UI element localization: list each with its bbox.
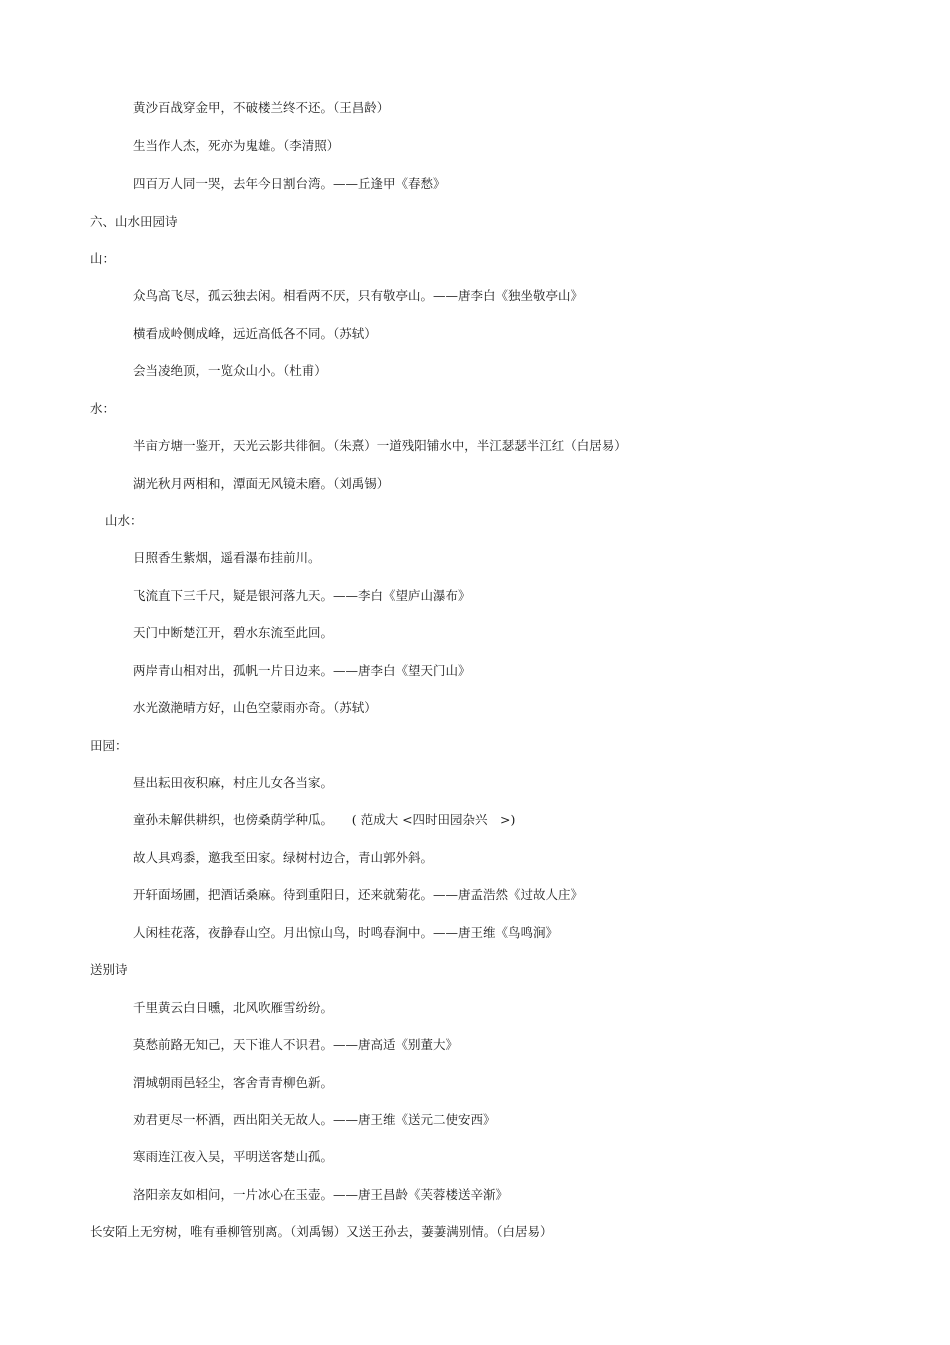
poem-line: 黄沙百战穿金甲，不破楼兰终不还。（王昌龄）: [133, 100, 390, 115]
poem-line: 人闲桂花落，夜静春山空。月出惊山鸟，时鸣春涧中。——唐王维《鸟鸣涧》: [133, 925, 559, 940]
subsection-heading: 田园：: [90, 738, 128, 753]
poem-line: 半亩方塘一鉴开，天光云影共徘徊。（朱熹）一道残阳铺水中，半江瑟瑟半江红（白居易）: [133, 438, 627, 453]
poem-line: 四百万人同一哭，去年今日割台湾。——丘逢甲《春愁》: [133, 176, 446, 191]
poem-line: 渭城朝雨邑轻尘，客舍青青柳色新。: [133, 1075, 334, 1090]
poem-line: 湖光秋月两相和，潭面无风镜未磨。（刘禹锡）: [133, 476, 390, 491]
poem-line: 昼出耘田夜积麻，村庄儿女各当家。: [133, 775, 334, 790]
poem-line: 天门中断楚江开，碧水东流至此回。: [133, 625, 334, 640]
poem-line: 劝君更尽一杯酒，西出阳关无故人。——唐王维《送元二使安西》: [133, 1112, 496, 1127]
poem-line: 长安陌上无穷树，唯有垂柳管别离。（刘禹锡）又送王孙去，萋萋满别情。（白居易）: [90, 1224, 553, 1239]
poem-line: 莫愁前路无知己，天下谁人不识君。——唐高适《别董大》: [133, 1037, 459, 1052]
poem-line: 众鸟高飞尽，孤云独去闲。相看两不厌，只有敬亭山。——唐李白《独坐敬亭山》: [133, 288, 584, 303]
subsection-heading: 山水：: [105, 513, 143, 528]
poem-line: 开轩面场圃，把酒话桑麻。待到重阳日，还来就菊花。——唐孟浩然《过故人庄》: [133, 887, 584, 902]
poem-line: 飞流直下三千尺，疑是银河落九天。——李白《望庐山瀑布》: [133, 588, 471, 603]
poem-line: 洛阳亲友如相问，一片冰心在玉壶。——唐王昌龄《芙蓉楼送辛渐》: [133, 1187, 509, 1202]
section-heading: 送别诗: [90, 962, 128, 977]
poem-line: 寒雨连江夜入吴，平明送客楚山孤。: [133, 1149, 334, 1164]
poem-line: 千里黄云白日曛，北风吹雁雪纷纷。: [133, 1000, 334, 1015]
poem-line: 水光潋滟晴方好，山色空蒙雨亦奇。（苏轼）: [133, 700, 377, 715]
subsection-heading: 水：: [90, 401, 116, 416]
poem-line: 故人具鸡黍，邀我至田家。绿树村边合，青山郭外斜。: [133, 850, 434, 865]
poem-line: 生当作人杰，死亦为鬼雄。（李清照）: [133, 138, 340, 153]
poem-line: 童孙未解供耕织，也傍桑荫学种瓜。 ( 范成大 <四时田园杂兴 >): [133, 812, 516, 827]
subsection-heading: 山：: [90, 251, 116, 266]
poem-line: 日照香生紫烟，遥看瀑布挂前川。: [133, 550, 321, 565]
poem-line: 会当凌绝顶，一览众山小。（杜甫）: [133, 363, 327, 378]
poem-line: 横看成岭侧成峰，远近高低各不同。（苏轼）: [133, 326, 377, 341]
poem-line: 两岸青山相对出，孤帆一片日边来。——唐李白《望天门山》: [133, 663, 471, 678]
section-heading: 六、山水田园诗: [90, 214, 178, 229]
